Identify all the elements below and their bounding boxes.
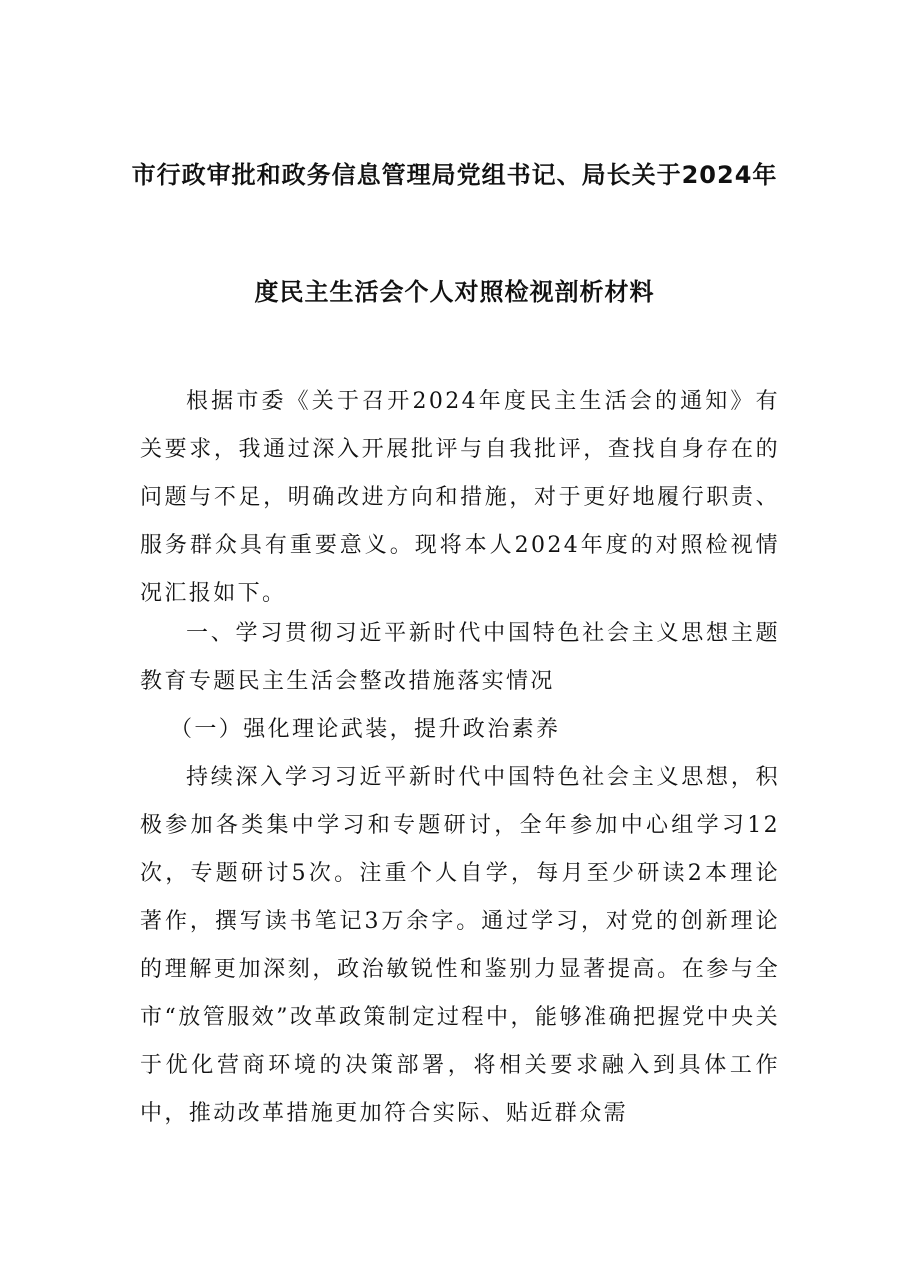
- section-1-heading: 一、学习贯彻习近平新时代中国特色社会主义思想主题教育专题民主生活会整改措施落实情况: [140, 621, 780, 694]
- document-title-line-1: 市行政审批和政务信息管理局党组书记、局长关于2024年: [131, 161, 778, 189]
- subsection-1-paragraph: 持续深入学习习近平新时代中国特色社会主义思想，积极参加各类集中学习和专题研讨，全年参加中心组学习12次，专题研讨5次。注重个人自学，每月至少研读2本理论著作，撰写读书笔记3万余字。通过学习，对党的创新理论的理解更加深刻，政治敏锐性和鉴别力显著提高。在参与全市“放管服效”改革政策制定过程中，能够准确把握党中央关于优化营商环境的决策部署，将相关要求融入到具体工作中，推动改革措施更加符合实际、贴近群众需: [140, 765, 780, 1126]
- document-title-line-2: 度民主生活会个人对照检视剖析材料: [254, 278, 655, 306]
- section-1-heading-block: [140, 610, 780, 706]
- subsection-1-heading-block: [140, 706, 780, 754]
- subsection-1-body-block: [140, 754, 780, 1138]
- intro-paragraph: 根据市委《关于召开2024年度民主生活会的通知》有关要求，我通过深入开展批评与自我批评，查找自身存在的问题与不足，明确改进方向和措施，对于更好地履行职责、服务群众具有重要意义。现将本人2024年度的对照检视情况汇报如下。: [140, 389, 780, 606]
- intro-paragraph-block: [140, 378, 780, 618]
- subsection-1-heading: （一）强化理论武装，提升政治素养: [170, 717, 561, 742]
